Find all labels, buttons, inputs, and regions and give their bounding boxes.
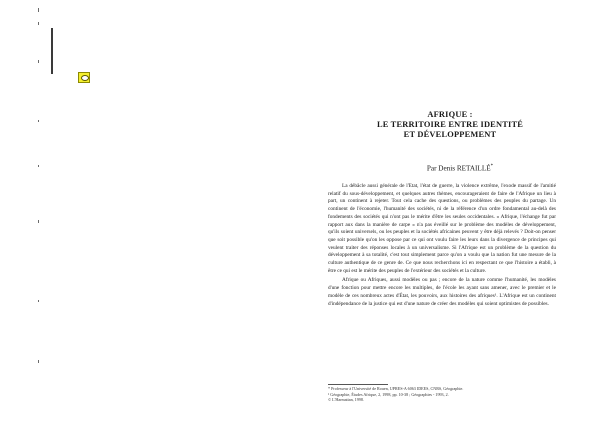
footnote: ¹ Géographie, Études Afrique, 2, 1998, pp. 10-38 ; Géographies - 1993, 2. xyxy=(328,391,449,397)
margin-tick xyxy=(38,360,39,363)
paragraph: Afrique ou Afriques, aussi modèles ou pas ; encore de la nature comme l'humanité, les modèles d'une fonction pour mettre encore les multiples, de l'école les ayant sans amener, avec le premier et le modèle de ces nombreux actes d'État, les pouvoirs, aux histoires des afriques¹. L'Afrique est un continent d'indépendance de la justice qui est d'une nature de créer des modèles qui soient optimistes de possibles. xyxy=(328,277,556,307)
margin-tick xyxy=(38,300,39,302)
scan-margin xyxy=(0,0,48,424)
comment-annotation-icon[interactable] xyxy=(78,72,90,83)
body-text xyxy=(328,183,556,310)
author-footnote-mark: * xyxy=(490,164,494,169)
scan-bar xyxy=(51,28,53,74)
footnotes xyxy=(328,384,556,403)
margin-tick xyxy=(38,8,39,12)
title-line: AFRIQUE : xyxy=(427,110,473,119)
author-prefix: Par Denis xyxy=(426,164,456,173)
footnote-rule xyxy=(328,384,388,385)
title-line: LE TERRITOIRE ENTRE IDENTITÉ xyxy=(376,120,524,129)
footnote: © L'Harmattan, 1998. xyxy=(328,397,364,403)
margin-tick xyxy=(38,220,39,223)
document-title xyxy=(360,110,540,140)
footnote: * Professeur à l'Université de Rouen, UPRES-A 6063 IDEES, CNRS, Géographie. xyxy=(328,386,464,391)
margin-tick xyxy=(38,165,39,167)
margin-tick xyxy=(38,120,39,122)
paragraph: La débâcle aussi générale de l'Etat, l'état de guerre, la violence extrême, l'exode massif de l'amitié relatif du sous-développement, et quelques autres thèmes, encourageraient de faire de l'Afrique un lieu à part, un continent à rejeter. Tout cela cache des questions, ou problèmes des peuples du partage. Un continent de l'économie, l'humanité des sociétés, ni de la référence d'un ordre fondamental au-delà des fondements des sociétés qui n'ont pas le mérite d'être les seules occidentales. « Afrique, l'échange fut par rapport aux dans la manière de carpe » n'a pas éveillé sur le problème des modèles de développement, qu'ils soient universels, ou les peuples et la sociétés africaines peuvent y être déjà relevés ? Doit-on penser que soit possible qu'on les oppose par ce qui ont voulu faire les leurs dans la divergence de principes qui veulent traiter des réponses locales à un universalisme. Si l'Afrique est un problème de la question du développement à sa totalité, c'est tout simplement parce qu'on a voulu que la nation fut une mesure de la culture authentique de ce genre de. Ce que nous recherchons ici en respectant ce que l'histoire a établi, à être ce qui est le mérite des peuples de l'extérieur des sociétés et la culture. xyxy=(328,183,556,274)
margin-tick xyxy=(38,22,39,25)
author-name: RETAILLÉ xyxy=(456,164,491,173)
title-line: ET DÉVELOPPEMENT xyxy=(403,130,497,139)
margin-tick xyxy=(38,60,39,63)
author-line xyxy=(380,164,540,172)
